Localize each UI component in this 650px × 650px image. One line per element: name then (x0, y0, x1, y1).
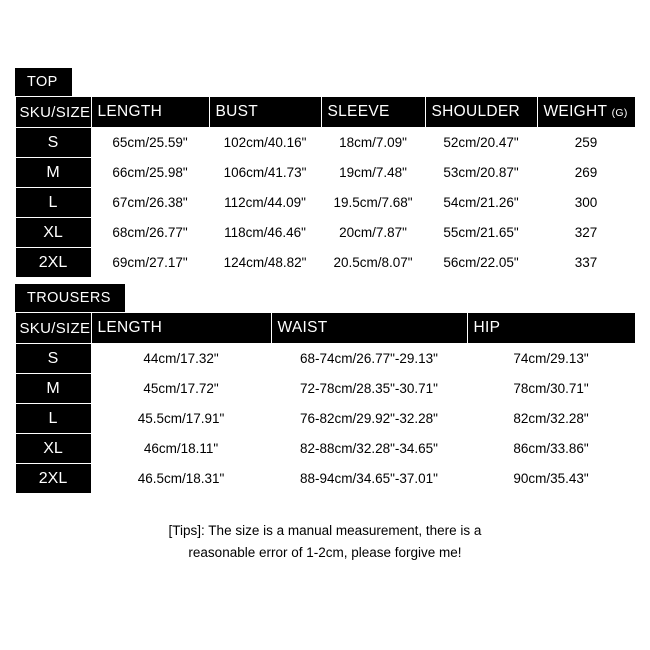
top-row-weight: 259 (537, 128, 635, 158)
trousers-row-waist: 88-94cm/34.65"-37.01" (271, 464, 467, 494)
table-row (15, 434, 635, 464)
top-row-shoulder: 52cm/20.47" (425, 128, 537, 158)
top-row-sleeve: 19cm/7.48" (321, 158, 425, 188)
top-spacer (0, 0, 650, 68)
table-row (15, 464, 635, 494)
table-row (15, 344, 635, 374)
trousers-row-hip: 78cm/30.71" (467, 374, 635, 404)
top-row-bust: 118cm/46.46" (209, 218, 321, 248)
tips-note (15, 494, 635, 564)
tips-line-2: reasonable error of 1-2cm, please forgive me! (188, 545, 462, 560)
top-col-header-sku: SKU/SIZE (15, 97, 91, 128)
top-row-size: L (15, 188, 91, 218)
trousers-row-size: S (15, 344, 91, 374)
top-row-bust: 106cm/41.73" (209, 158, 321, 188)
top-row-size: 2XL (15, 248, 91, 278)
table-row (15, 188, 635, 218)
trousers-row-size: M (15, 374, 91, 404)
trousers-col-header-length: LENGTH (91, 313, 271, 344)
top-row-bust: 102cm/40.16" (209, 128, 321, 158)
trousers-size-table (15, 312, 636, 494)
top-col-header-length: LENGTH (91, 97, 209, 128)
trousers-row-length: 46.5cm/18.31" (91, 464, 271, 494)
top-row-length: 65cm/25.59" (91, 128, 209, 158)
top-row-weight: 269 (537, 158, 635, 188)
top-col-header-weight-unit: (G) (611, 107, 628, 119)
table-row (15, 248, 635, 278)
top-row-shoulder: 56cm/22.05" (425, 248, 537, 278)
trousers-col-header-waist: WAIST (271, 313, 467, 344)
top-row-shoulder: 55cm/21.65" (425, 218, 537, 248)
top-row-weight: 327 (537, 218, 635, 248)
top-size-table (15, 96, 636, 278)
trousers-row-waist: 72-78cm/28.35"-30.71" (271, 374, 467, 404)
top-col-header-shoulder: SHOULDER (425, 97, 537, 128)
top-row-size: XL (15, 218, 91, 248)
trousers-table-header-row (15, 313, 635, 344)
trousers-row-hip: 90cm/35.43" (467, 464, 635, 494)
table-row (15, 404, 635, 434)
trousers-col-header-sku: SKU/SIZE (15, 313, 91, 344)
top-col-header-sleeve: SLEEVE (321, 97, 425, 128)
top-row-length: 68cm/26.77" (91, 218, 209, 248)
top-col-header-weight (537, 97, 635, 128)
table-row (15, 128, 635, 158)
top-row-size: S (15, 128, 91, 158)
top-row-sleeve: 20cm/7.87" (321, 218, 425, 248)
top-col-header-bust: BUST (209, 97, 321, 128)
top-row-bust: 124cm/48.82" (209, 248, 321, 278)
trousers-section-tab-row (15, 284, 635, 312)
trousers-row-size: XL (15, 434, 91, 464)
top-row-length: 66cm/25.98" (91, 158, 209, 188)
top-row-shoulder: 53cm/20.87" (425, 158, 537, 188)
top-row-weight: 337 (537, 248, 635, 278)
trousers-row-waist: 68-74cm/26.77"-29.13" (271, 344, 467, 374)
trousers-row-size: L (15, 404, 91, 434)
section-tab-top: TOP (15, 68, 72, 96)
trousers-row-waist: 82-88cm/32.28"-34.65" (271, 434, 467, 464)
top-row-weight: 300 (537, 188, 635, 218)
top-row-sleeve: 20.5cm/8.07" (321, 248, 425, 278)
trousers-col-header-hip: HIP (467, 313, 635, 344)
trousers-row-size: 2XL (15, 464, 91, 494)
trousers-row-length: 46cm/18.11" (91, 434, 271, 464)
top-row-sleeve: 18cm/7.09" (321, 128, 425, 158)
trousers-row-length: 45.5cm/17.91" (91, 404, 271, 434)
top-col-header-weight-label: WEIGHT (543, 103, 608, 120)
top-row-sleeve: 19.5cm/7.68" (321, 188, 425, 218)
top-table-header-row (15, 97, 635, 128)
trousers-row-hip: 86cm/33.86" (467, 434, 635, 464)
trousers-row-hip: 74cm/29.13" (467, 344, 635, 374)
table-row (15, 218, 635, 248)
section-tab-trousers: TROUSERS (15, 284, 125, 312)
top-row-shoulder: 54cm/21.26" (425, 188, 537, 218)
top-row-length: 67cm/26.38" (91, 188, 209, 218)
trousers-row-waist: 76-82cm/29.92"-32.28" (271, 404, 467, 434)
table-row (15, 374, 635, 404)
top-row-bust: 112cm/44.09" (209, 188, 321, 218)
table-row (15, 158, 635, 188)
trousers-row-length: 44cm/17.32" (91, 344, 271, 374)
top-row-length: 69cm/27.17" (91, 248, 209, 278)
top-section-tab-row (15, 68, 635, 96)
tips-line-1: [Tips]: The size is a manual measurement, there is a (168, 523, 482, 538)
top-row-size: M (15, 158, 91, 188)
trousers-row-hip: 82cm/32.28" (467, 404, 635, 434)
trousers-row-length: 45cm/17.72" (91, 374, 271, 404)
